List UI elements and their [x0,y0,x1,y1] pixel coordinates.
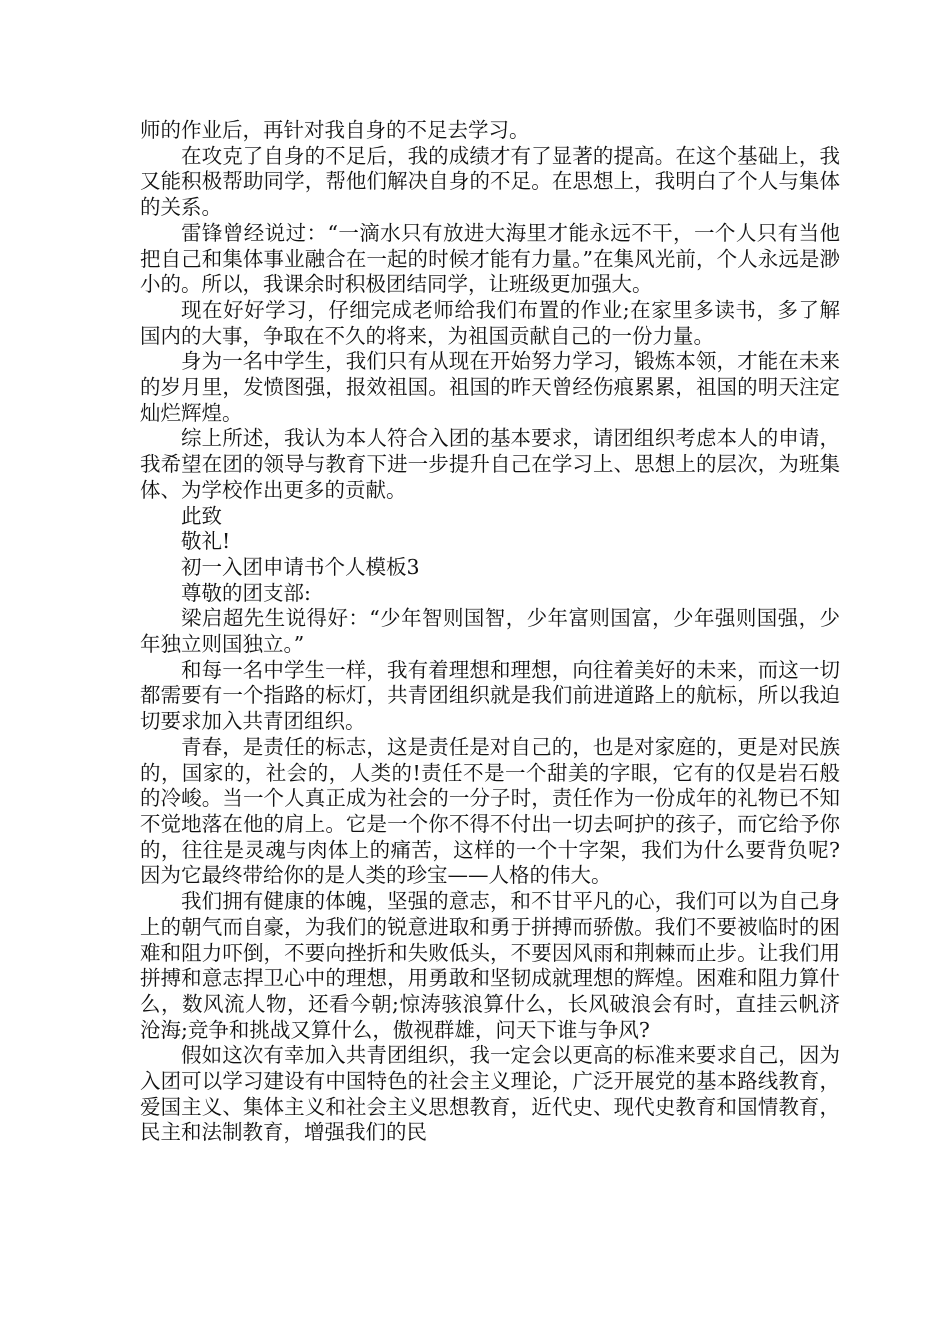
paragraph-5: 身为一名中学生，我们只有从现在开始努力学习，锻炼本领，才能在未来的岁月里，发愤图强，报效祖国。祖国的昨天曾经伤痕累累，祖国的明天注定灿烂辉煌。 [140,349,840,425]
paragraph-4: 现在好好学习，仔细完成老师给我们布置的作业;在家里多读书，多了解国内的大事，争取在不久的将来，为祖国贡献自己的一份力量。 [140,297,840,348]
letter-greeting: 尊敬的团支部: [181,580,311,605]
paragraph-3: 雷锋曾经说过：“一滴水只有放进大海里才能永远不干，一个人只有当他把自己和集体事业融合在一起的时候才能有力量。”在集风光前，个人永远是渺小的。所以，我课余时积极团结同学，让班级更加强大。 [140,220,840,297]
document-body [140,118,840,1146]
paragraph-youth: 青春，是责任的标志，这是责任是对自己的，也是对家庭的，更是对民族的，国家的，社会的，人类的!责任不是一个甜美的字眼，它有的仅是岩石般的冷峻。当一个人真正成为社会的一分子时，责任作为一份成年的礼物已不知不觉地落在他的肩上。它是一个你不得不付出一切去呵护的孩子，而它给予你的，往往是灵魂与肉体上的痛苦，这样的一个十字架，我们为什么要背负呢?因为它最终带给你的是人类的珍宝——人格的伟大。 [140,734,840,888]
closing-regards: 敬礼! [181,529,231,554]
paragraph-will: 我们拥有健康的体魄，坚强的意志，和不甘平凡的心，我们可以为自己身上的朝气而自豪，为我们的锐意进取和勇于拼搏而骄傲。我们不要被临时的困难和阻力吓倒，不要向挫折和失败低头，不要因风雨和荆棘而止步。让我们用拼搏和意志捍卫心中的理想，用勇敢和坚韧成就理想的辉煌。困难和阻力算什么，数风流人物，还看今朝;惊涛骇浪算什么，长风破浪会有时，直挂云帆济沧海;竞争和挑战又算什么，傲视群雄，问天下谁与争风? [140,889,840,1042]
paragraph-2: 在攻克了自身的不足后，我的成绩才有了显著的提高。在这个基础上，我又能积极帮助同学，帮他们解决自身的不足。在思想上，我明白了个人与集体的关系。 [140,143,840,220]
section-heading: 初一入团申请书个人模板3 [181,554,420,579]
paragraph-ideal: 和每一名中学生一样，我有着理想和理想，向往着美好的未来，而这一切都需要有一个指路的标灯，共青团组织就是我们前进道路上的航标，所以我迫切要求加入共青团组织。 [140,657,840,734]
paragraph-1: 师的作业后，再针对我自身的不足去学习。 [140,118,530,142]
closing-salutation: 此致 [181,503,222,528]
paragraph-6: 综上所述，我认为本人符合入团的基本要求，请团组织考虑本人的申请，我希望在团的领导与教育下进一步提升自己在学习上、思想上的层次，为班集体、为学校作出更多的贡献。 [140,426,840,502]
paragraph-join: 假如这次有幸加入共青团组织，我一定会以更高的标准来要求自己，因为入团可以学习建设有中国特色的社会主义理论，广泛开展党的基本路线教育，爱国主义、集体主义和社会主义思想教育，近代史、现代史教育和国情教育，民主和法制教育，增强我们的民 [140,1043,840,1145]
paragraph-quote: 梁启超先生说得好：“少年智则国智，少年富则国富，少年强则国强，少年独立则国独立。” [140,606,840,657]
